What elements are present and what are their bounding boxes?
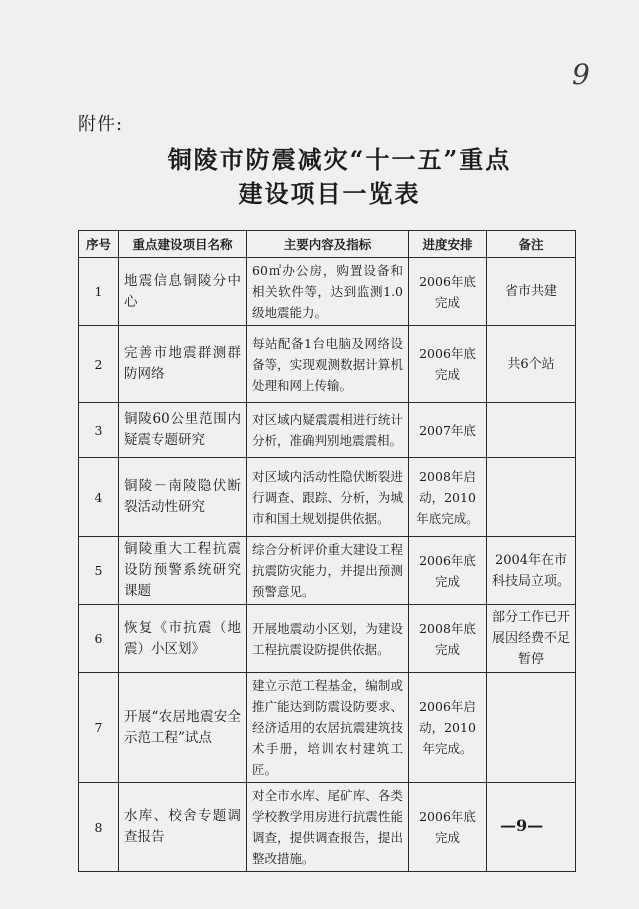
table-row <box>79 326 576 403</box>
table-row <box>79 605 576 673</box>
table-row <box>79 537 576 605</box>
row-number: 4 <box>79 458 119 537</box>
table-row <box>79 673 576 783</box>
table-header-row <box>79 231 576 258</box>
project-name: 开展“农居地震安全示范工程”试点 <box>119 673 247 783</box>
title-line-2: 建设项目一览表 <box>238 179 421 208</box>
project-name: 铜陵60公里范围内疑震专题研究 <box>119 403 247 458</box>
table-row <box>79 458 576 537</box>
header-content: 主要内容及指标 <box>247 231 409 258</box>
project-name: 铜陵重大工程抗震设防预警系统研究课题 <box>119 537 247 605</box>
project-schedule: 2007年底 <box>409 403 487 458</box>
project-schedule: 2006年底完成 <box>409 258 487 326</box>
project-content: 开展地震动小区划，为建设工程抗震设防提供依据。 <box>247 605 409 673</box>
handwritten-page-mark: 9 <box>572 58 590 91</box>
project-name: 地震信息铜陵分中心 <box>119 258 247 326</box>
project-schedule: 2006年底完成 <box>409 326 487 403</box>
row-number: 5 <box>79 537 119 605</box>
row-number: 1 <box>79 258 119 326</box>
row-number: 8 <box>79 783 119 872</box>
project-schedule: 2008年底完成 <box>409 605 487 673</box>
projects-table <box>78 230 576 872</box>
page-number: —9— <box>500 816 544 835</box>
header-name: 重点建设项目名称 <box>119 231 247 258</box>
project-schedule: 2008年启动，2010年底完成。 <box>409 458 487 537</box>
project-schedule: 2006年启动，2010年完成。 <box>409 673 487 783</box>
project-name: 完善市地震群测群防网络 <box>119 326 247 403</box>
project-content: 对区域内活动性隐伏断裂进行调查、跟踪、分析，为城市和国土规划提供依据。 <box>247 458 409 537</box>
row-number: 6 <box>79 605 119 673</box>
project-name: 铜陵－南陵隐伏断裂活动性研究 <box>119 458 247 537</box>
project-note: 省市共建 <box>487 258 576 326</box>
project-content: 综合分析评价重大建设工程抗震防灾能力，并提出预测预警意见。 <box>247 537 409 605</box>
project-content: 对区域内疑震震相进行统计分析，准确判别地震震相。 <box>247 403 409 458</box>
project-schedule: 2006年底完成 <box>409 783 487 872</box>
project-name: 恢复《市抗震（地震）小区划》 <box>119 605 247 673</box>
header-no: 序号 <box>79 231 119 258</box>
project-note <box>487 403 576 458</box>
project-note: 部分工作已开展因经费不足暂停 <box>487 605 576 673</box>
attachment-label: 附件: <box>78 114 124 135</box>
project-note <box>487 673 576 783</box>
table-row <box>79 403 576 458</box>
project-name: 水库、校舍专题调查报告 <box>119 783 247 872</box>
project-schedule: 2006年底完成 <box>409 537 487 605</box>
row-number: 2 <box>79 326 119 403</box>
project-content: 建立示范工程基金，编制或推广能达到防震设防要求、经济适用的农居抗震建筑技术手册，培训农村建筑工匠。 <box>247 673 409 783</box>
project-content: 每站配备1台电脑及网络设备等，实现观测数据计算机处理和网上传输。 <box>247 326 409 403</box>
table-row <box>79 258 576 326</box>
project-note <box>487 458 576 537</box>
project-note: 共6个站 <box>487 326 576 403</box>
project-content: 对全市水库、尾矿库、各类学校教学用房进行抗震性能调查，提供调查报告，提出整改措施。 <box>247 783 409 872</box>
title-line-1: 铜陵市防震减灾“十一五”重点 <box>167 145 512 174</box>
row-number: 7 <box>79 673 119 783</box>
header-note: 备注 <box>487 231 576 258</box>
row-number: 3 <box>79 403 119 458</box>
header-schedule: 进度安排 <box>409 231 487 258</box>
project-note: 2004年在市科技局立项。 <box>487 537 576 605</box>
project-content: 60㎡办公房，购置设备和相关软件等，达到监测1.0级地震能力。 <box>247 258 409 326</box>
